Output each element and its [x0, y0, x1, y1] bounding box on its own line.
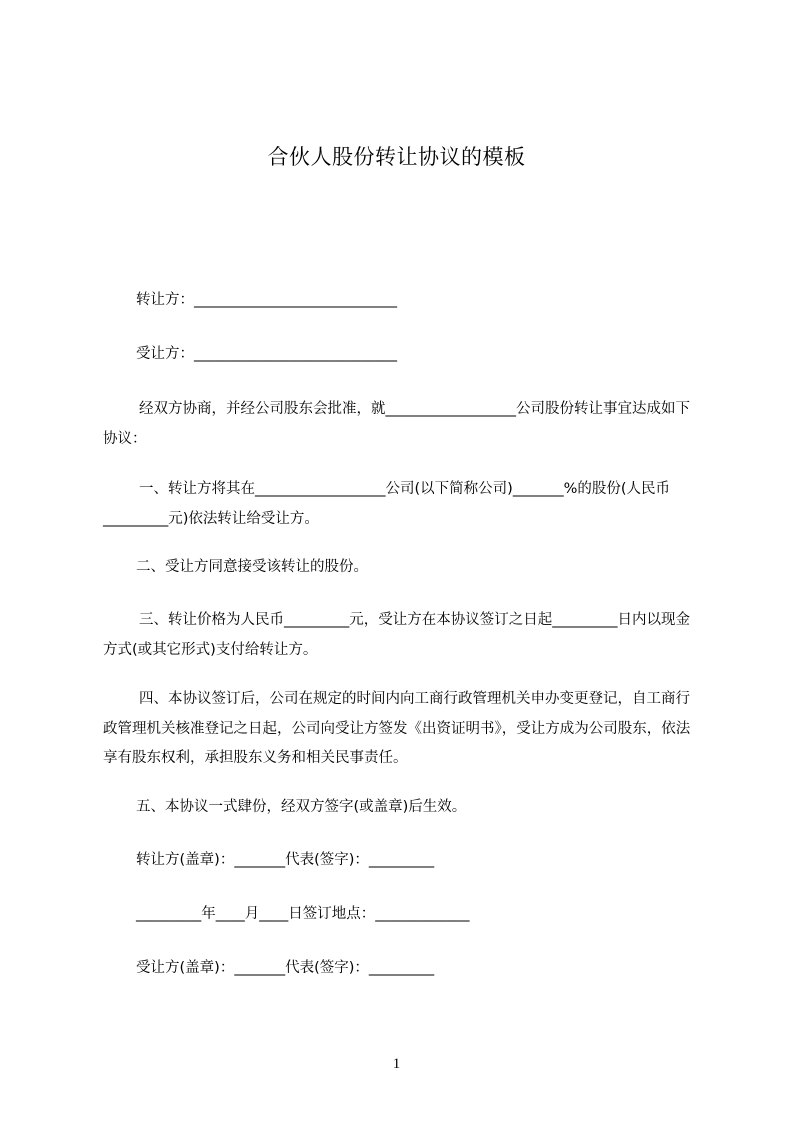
clause-1-paragraph: 一、转让方将其在__________________公司(以下简称公司)_______%的股份(人民币_________元)依法转让给受让方。	[103, 481, 670, 527]
document-title: 合伙人股份转让协议的模板	[267, 145, 526, 169]
clause-4-paragraph: 四、本协议签订后，公司在规定的时间内向工商行政管理机关申办变更登记，自工商行政管理机关核准登记之日起，公司向受让方签发《出资证明书》，受让方成为公司股东，依法享有股东权利，承担股东义务和相关民事责任。	[103, 691, 691, 766]
signature-transferee-line: 受让方(盖章)：_______代表(签字)：_________	[136, 960, 435, 976]
intro-paragraph: 经双方协商，并经公司股东会批准，就__________________公司股份转让事宜达成如下协议：	[103, 401, 690, 447]
clause-5-paragraph: 五、本协议一式肆份，经双方签字(或盖章)后生效。	[136, 799, 467, 815]
clause-2-paragraph: 二、受让方同意接受该转让的股份。	[136, 559, 368, 575]
transferor-line: 转让方：____________________________	[136, 292, 397, 308]
page-number: 1	[392, 1056, 401, 1072]
clause-3-paragraph: 三、转让价格为人民币_________元，受让方在本协议签订之日起_________日内以现金方式(或其它形式)支付给转让方。	[103, 612, 690, 658]
transferee-line: 受让方：____________________________	[136, 346, 397, 362]
signature-transferor-line: 转让方(盖章)：_______代表(签字)：_________	[136, 852, 435, 868]
signature-date-place-line: _________年____月____日签订地点：_____________	[136, 906, 470, 922]
